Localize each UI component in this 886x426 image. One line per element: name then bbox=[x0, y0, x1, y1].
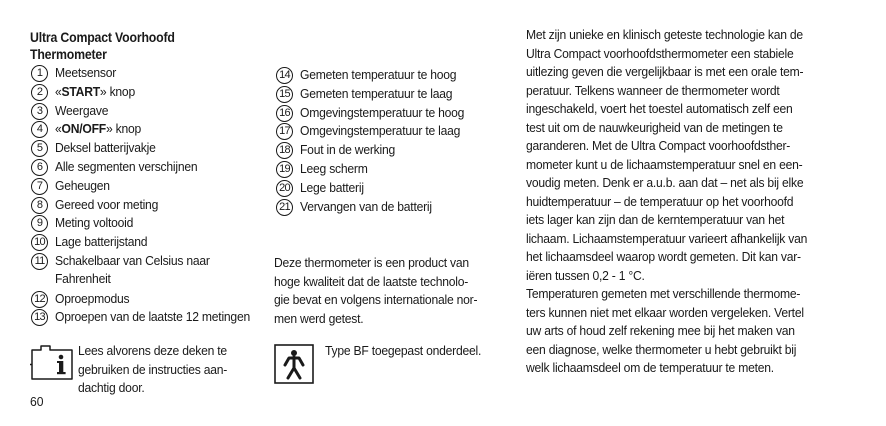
list-item bbox=[30, 196, 280, 215]
paragraph-line: Met zijn unieke en klinisch geteste technologie kan de bbox=[526, 27, 803, 42]
list-item bbox=[275, 198, 525, 217]
item-label: Lege batterij bbox=[300, 179, 364, 195]
item-number-badge: 21 bbox=[276, 199, 293, 216]
item-label-emphasis: ON/OFF bbox=[61, 121, 106, 137]
paragraph-line: huidtemperatuur – de temperatuur op het voorhoofd bbox=[526, 193, 794, 209]
note-line: dachtig door. bbox=[78, 380, 145, 395]
item-label-part: « bbox=[55, 83, 62, 99]
paragraph-line: Temperaturen gemeten met verschillende thermome- bbox=[526, 286, 801, 301]
item-label-line bbox=[55, 252, 210, 270]
list-item bbox=[30, 102, 280, 121]
item-label-part: Gereed voor meting bbox=[55, 196, 159, 212]
paragraph-line: voudig meten. Denk er a.u.b. aan dat – net als bij elke bbox=[526, 175, 804, 190]
item-number-badge: 18 bbox=[276, 142, 293, 159]
read-manual-text bbox=[78, 342, 262, 398]
item-number-badge: 7 bbox=[31, 178, 48, 195]
item-label-part: Meting voltooid bbox=[55, 215, 134, 231]
item-label-line bbox=[55, 158, 197, 176]
list-item bbox=[30, 177, 280, 196]
item-number-badge: 13 bbox=[31, 309, 48, 326]
item-label-part: Geheugen bbox=[55, 177, 110, 193]
item-label: Gemeten temperatuur te hoog bbox=[300, 67, 457, 82]
paragraph-line: welk lichaamsdeel om de temperatuur te meten. bbox=[526, 360, 774, 375]
numbered-list-right bbox=[275, 66, 525, 216]
list-item bbox=[30, 290, 280, 309]
list-item bbox=[275, 141, 525, 160]
product-title bbox=[30, 29, 260, 63]
item-number-badge: 5 bbox=[31, 140, 48, 157]
item-label-line bbox=[55, 120, 141, 138]
product-title-line-1: Ultra Compact Voorhoofd bbox=[30, 30, 175, 45]
item-number-badge: 12 bbox=[31, 291, 48, 308]
item-label bbox=[55, 252, 210, 288]
list-item bbox=[30, 83, 280, 102]
list-item bbox=[275, 66, 525, 85]
read-instructions-icon bbox=[30, 344, 74, 381]
item-number-badge: 8 bbox=[31, 197, 48, 214]
paragraph-line: uw arts of houd zelf rekening mee bij het maken van bbox=[526, 323, 795, 338]
paragraph-line: ters kunnen niet met elkaar worden vergeleken. Vertel bbox=[526, 304, 804, 320]
item-label bbox=[55, 139, 156, 157]
item-label: Leeg scherm bbox=[300, 160, 368, 176]
item-label: Omgevingstemperatuur te laag bbox=[300, 123, 461, 139]
item-number-badge: 1 bbox=[31, 65, 48, 82]
paragraph-line: test uit om de nauwkeurigheid van de metingen te bbox=[526, 119, 783, 135]
item-label-part: Deksel batterijvakje bbox=[55, 140, 156, 156]
paragraph-line: hoge kwaliteit dat de laatste technolo- bbox=[274, 273, 469, 289]
item-label-part: Weergave bbox=[55, 102, 109, 118]
paragraph-line: iëren tussen 0,2 - 1 °C. bbox=[526, 267, 645, 283]
item-number-badge: 16 bbox=[276, 105, 293, 122]
description-paragraph-2 bbox=[526, 285, 853, 378]
item-number-badge: 10 bbox=[31, 234, 48, 251]
item-label-line bbox=[55, 177, 110, 195]
item-number-badge: 19 bbox=[276, 161, 293, 178]
list-item bbox=[275, 122, 525, 141]
paragraph-line: garanderen. Met de Ultra Compact voorhoofdsther- bbox=[526, 138, 791, 153]
list-item bbox=[30, 120, 280, 139]
paragraph-line: mometer kunt u de lichaamstemperatuur snel en een- bbox=[526, 156, 803, 172]
item-label-part: Schakelbaar van Celsius naar bbox=[55, 252, 210, 268]
item-number-badge: 20 bbox=[276, 180, 293, 197]
list-item bbox=[30, 252, 280, 290]
description-paragraph-1 bbox=[526, 26, 853, 285]
list-item bbox=[30, 233, 280, 252]
paragraph-line: iets lager kan zijn dan de kerntemperatuur van het bbox=[526, 212, 785, 227]
list-item bbox=[30, 64, 280, 83]
item-label-part: » knop bbox=[99, 83, 135, 99]
numbered-list-left bbox=[30, 64, 280, 327]
item-number-badge: 2 bbox=[31, 84, 48, 101]
item-label-line bbox=[55, 196, 158, 214]
item-label-part: Meetsensor bbox=[55, 65, 117, 80]
item-label-line bbox=[55, 83, 135, 101]
paragraph-line: ingeschakeld, voert het toestel automatisch zelf een bbox=[526, 101, 793, 116]
item-label bbox=[55, 120, 141, 138]
item-number-badge: 4 bbox=[31, 121, 48, 138]
paragraph-line: Deze thermometer is een product van bbox=[274, 255, 469, 270]
item-number-badge: 17 bbox=[276, 123, 293, 140]
item-label: Vervangen van de batterij bbox=[300, 198, 432, 214]
item-label-line bbox=[55, 233, 147, 251]
item-label: Omgevingstemperatuur te hoog bbox=[300, 104, 465, 120]
item-label-part: « bbox=[55, 121, 62, 137]
item-label-line bbox=[55, 308, 250, 326]
note-line: Lees alvorens deze deken te bbox=[78, 343, 227, 358]
list-item bbox=[275, 104, 525, 123]
item-label bbox=[55, 196, 158, 214]
item-label bbox=[55, 290, 129, 308]
product-title-line-2: Thermometer bbox=[30, 47, 107, 62]
item-label-line bbox=[55, 64, 116, 82]
item-label-line: Fahrenheit bbox=[55, 270, 111, 286]
paragraph-line: Ultra Compact voorhoofdsthermometer een stabiele bbox=[526, 45, 794, 61]
list-item bbox=[30, 139, 280, 158]
paragraph-line: gie bevat en volgens internationale nor- bbox=[274, 292, 478, 307]
item-number-badge: 15 bbox=[276, 86, 293, 103]
item-label bbox=[55, 102, 108, 120]
item-label-part: Lage batterijstand bbox=[55, 234, 148, 250]
item-number-badge: 9 bbox=[31, 215, 48, 232]
item-label bbox=[55, 158, 197, 176]
note-line: gebruiken de instructies aan- bbox=[78, 361, 228, 377]
type-bf-applied-part-icon bbox=[274, 344, 314, 384]
item-label-emphasis: START bbox=[61, 83, 100, 99]
item-label bbox=[55, 83, 135, 101]
item-label bbox=[55, 308, 250, 326]
item-label bbox=[55, 64, 116, 82]
description-column bbox=[526, 26, 853, 378]
item-number-badge: 6 bbox=[31, 159, 48, 176]
item-label: Gemeten temperatuur te laag bbox=[300, 85, 453, 101]
list-item bbox=[275, 179, 525, 198]
paragraph-line: het lichaamsdeel waarop wordt gemeten. Dit kan var- bbox=[526, 249, 801, 264]
item-label: Fout in de werking bbox=[300, 142, 396, 158]
type-bf-text: Type BF toegepast onderdeel. bbox=[325, 343, 482, 358]
paragraph-line: lichaam. Lichaamstemperatuur varieert afhankelijk van bbox=[526, 230, 808, 246]
item-label-line bbox=[55, 290, 129, 308]
item-number-badge: 14 bbox=[276, 67, 293, 84]
paragraph-line: uitlezing geven die vergelijkbaar is met een orale tem- bbox=[526, 64, 804, 79]
paragraph-line: een diagnose, welke thermometer u hebt gebruikt bij bbox=[526, 341, 797, 357]
item-label-line bbox=[55, 102, 108, 120]
read-manual-note bbox=[30, 343, 270, 395]
list-item bbox=[30, 308, 280, 327]
item-label-line bbox=[55, 139, 156, 157]
item-label-part: Oproepmodus bbox=[55, 290, 130, 306]
item-number-badge: 3 bbox=[31, 103, 48, 120]
list-item bbox=[30, 214, 280, 233]
paragraph-line: peratuur. Telkens wanneer de thermometer wordt bbox=[526, 82, 780, 98]
item-label bbox=[55, 233, 147, 251]
quality-paragraph bbox=[274, 254, 518, 328]
item-label-line bbox=[55, 214, 133, 232]
item-label-part: » knop bbox=[105, 121, 142, 137]
item-number-badge: 11 bbox=[31, 253, 48, 270]
item-label-part: Oproepen van de laatste 12 metingen bbox=[55, 309, 250, 325]
list-item bbox=[275, 160, 525, 179]
item-label bbox=[55, 214, 133, 232]
item-label-part: Alle segmenten verschijnen bbox=[55, 158, 198, 174]
paragraph-line: men werd getest. bbox=[274, 310, 364, 326]
list-item bbox=[30, 158, 280, 177]
list-item bbox=[275, 85, 525, 104]
item-label bbox=[55, 177, 110, 195]
components-list-left bbox=[30, 29, 280, 327]
page-number: 60 bbox=[30, 394, 44, 409]
